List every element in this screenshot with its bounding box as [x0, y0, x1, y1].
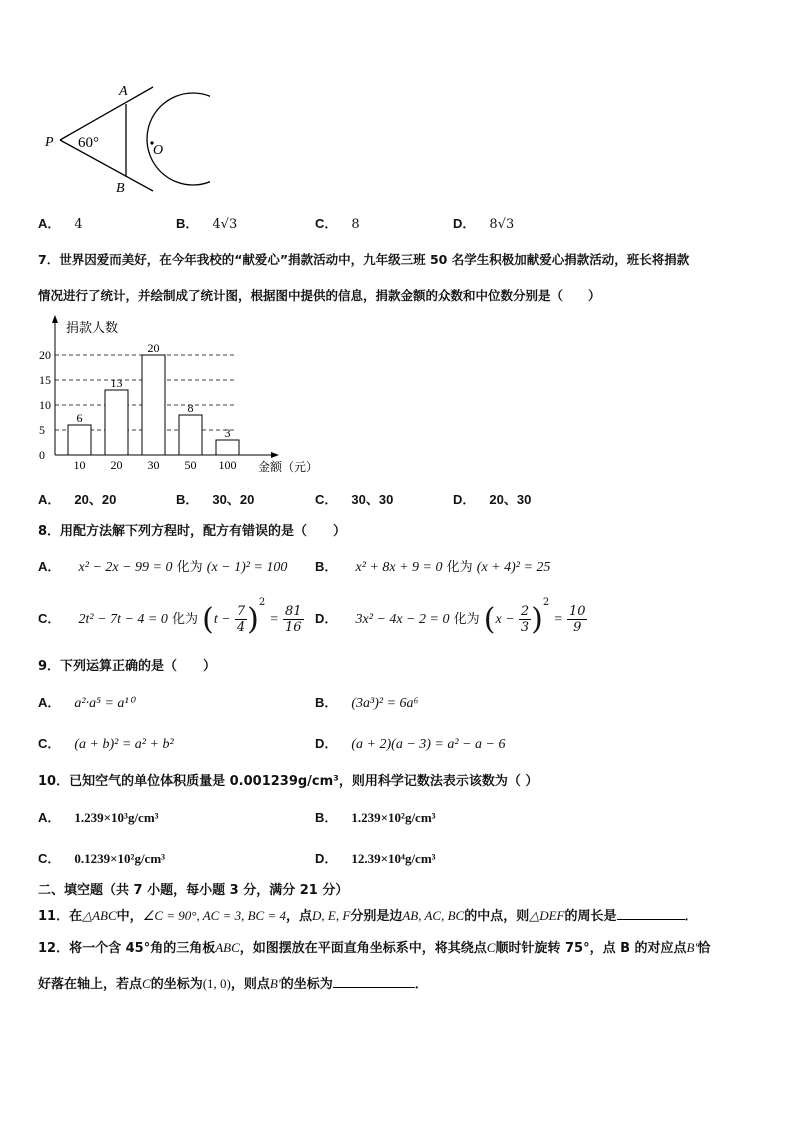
option-letter: D． — [315, 611, 338, 626]
x-tick-label: 30 — [147, 458, 160, 472]
q9-option-b[interactable] — [315, 692, 418, 712]
label-o: O — [153, 143, 164, 158]
tangent-pb — [60, 140, 153, 191]
q7-bar-chart — [30, 315, 330, 480]
option-letter: B． — [176, 492, 199, 507]
y-tick-label: 0 — [39, 448, 45, 462]
y-tick-label: 20 — [39, 348, 51, 362]
equation: 2t² − 7t − 4 = 0 — [78, 612, 168, 627]
fraction: $\frac{2}{3}$ — [520, 604, 530, 635]
binomial-left: x − — [495, 612, 515, 627]
q6-option-b[interactable] — [176, 213, 237, 232]
option-text: 20、20 — [74, 492, 117, 507]
q9-stem: 9．下列运算正确的是（ ） — [38, 659, 217, 674]
bar — [105, 390, 128, 455]
y-tick-label: 10 — [39, 398, 51, 412]
option-text: 1.239×10³g/cm³ — [74, 810, 159, 825]
option-letter: C． — [315, 216, 338, 231]
x-tick-label: 10 — [73, 458, 86, 472]
label-p: P — [45, 135, 54, 150]
sides: AB, AC, BC — [402, 908, 465, 923]
option-text: 30、20 — [212, 492, 255, 507]
result: (x + 4)² = 25 — [476, 560, 551, 575]
x-tick-label: 100 — [218, 458, 237, 472]
option-text: 20、30 — [489, 492, 532, 507]
q7-stem-line1: 7．世界因爱而美好，在今年我校的“献爱心”捐款活动中，九年级三班 50 名学生积极加献爱心捐款活动，班长将捐款 — [38, 252, 690, 267]
q10-stem: 10．已知空气的单位体积质量是 0.001239g/cm³，则用科学记数法表示该数为（ ） — [38, 774, 539, 789]
option-letter: B． — [176, 216, 199, 231]
option-text: 12.39×10⁴g/cm³ — [351, 851, 436, 866]
option-text: 8 — [351, 217, 360, 232]
q7-option-c[interactable] — [315, 489, 393, 508]
bar-value-label: 20 — [147, 341, 160, 355]
q6-option-d[interactable] — [453, 213, 514, 232]
option-text: 8√3 — [489, 217, 515, 232]
q7-stem-line2: 情况进行了统计，并绘制成了统计图，根据图中提供的信息，捐款金额的众数和中位数分别是（ ） — [38, 288, 601, 303]
transform-word: 化为 — [172, 612, 199, 627]
bar-value-label: 8 — [187, 401, 194, 415]
result-fraction: $\frac{10}{9}$ — [568, 604, 586, 635]
q11-stem: 11．在△ABC中，∠C = 90°, AC = 3, BC = 4，点D, E, F分别是边AB, AC, BC的中点，则△DEF的周长是 ． — [38, 908, 698, 924]
option-letter: D． — [453, 216, 476, 231]
y-tick-label: 5 — [39, 423, 45, 437]
result-fraction: $\frac{81}{16}$ — [284, 604, 302, 635]
q8-option-d[interactable]: D． 3x² − 4x − 2 = 0 化为 (x − $\frac{2}{3}$ )$^2$ = $\frac{10}{9}$ — [315, 597, 586, 637]
chart-xlabel: 金额（元） — [258, 460, 319, 474]
option-letter: D． — [453, 492, 476, 507]
angle-label: 60° — [78, 135, 99, 151]
option-letter: C． — [38, 736, 61, 751]
q8-option-a[interactable] — [38, 556, 287, 576]
chart-ylabel: 捐款人数 — [66, 320, 119, 335]
y-tick-label: 15 — [39, 373, 51, 387]
bar — [68, 425, 91, 455]
option-letter: A． — [38, 559, 61, 574]
option-letter: B． — [315, 810, 338, 825]
q8-option-b[interactable] — [315, 556, 550, 576]
q12-stem-line2: 好落在轴上，若点C的坐标为(1, 0)，则点B′的坐标为 ． — [38, 976, 428, 992]
q7-option-b[interactable] — [176, 489, 254, 508]
option-text: 30、30 — [351, 492, 394, 507]
transform-word: 化为 — [453, 612, 480, 627]
label-a: A — [119, 84, 128, 99]
bar — [216, 440, 239, 455]
q8-option-c[interactable]: C． 2t² − 7t − 4 = 0 化为 (t − $\frac{7}{4}$ )$^2$ = $\frac{81}{16}$ — [38, 597, 302, 637]
points-def: D, E, F — [312, 908, 351, 923]
option-letter: C． — [38, 611, 61, 626]
conditions: ∠C = 90°, AC = 3, BC = 4 — [142, 908, 287, 923]
transform-word: 化为 — [176, 560, 203, 575]
q10-option-a[interactable] — [38, 807, 159, 826]
bar-value-label: 3 — [224, 426, 231, 440]
bar — [179, 415, 202, 455]
equation: x² + 8x + 9 = 0 — [355, 560, 443, 575]
label-b: B — [116, 181, 125, 196]
q7-option-a[interactable] — [38, 489, 116, 508]
option-text: 1.239×10²g/cm³ — [351, 810, 436, 825]
q10-option-b[interactable] — [315, 807, 436, 826]
x-tick-label: 20 — [110, 458, 123, 472]
q9-option-c[interactable] — [38, 733, 174, 753]
q6-option-a[interactable] — [38, 213, 83, 232]
q7-option-d[interactable] — [453, 489, 531, 508]
option-letter: D． — [315, 851, 338, 866]
fraction: $\frac{7}{4}$ — [236, 604, 246, 635]
bar — [142, 355, 165, 455]
section-heading: 二、填空题（共 7 小题，每小题 3 分，满分 21 分） — [38, 883, 349, 898]
option-letter: B． — [315, 695, 338, 710]
option-text: 4√3 — [212, 217, 238, 232]
tangent-pa — [60, 87, 153, 140]
q10-option-c[interactable] — [38, 848, 165, 867]
option-text: (a + b)² = a² + b² — [74, 737, 174, 752]
option-letter: C． — [38, 851, 61, 866]
equation: 3x² − 4x − 2 = 0 — [355, 612, 450, 627]
answer-blank[interactable] — [617, 919, 685, 920]
bar-value-label: 6 — [76, 411, 83, 425]
option-text: 4 — [74, 217, 83, 232]
triangle-def: △DEF — [529, 908, 565, 923]
x-tick-label: 50 — [184, 458, 197, 472]
circle-o — [147, 93, 210, 185]
answer-blank[interactable] — [333, 987, 415, 988]
q10-option-d[interactable] — [315, 848, 436, 867]
option-letter: A． — [38, 810, 61, 825]
x-axis-arrow — [271, 452, 279, 458]
option-letter: A． — [38, 492, 61, 507]
option-letter: A． — [38, 216, 61, 231]
option-letter: D． — [315, 736, 338, 751]
q9-option-a[interactable] — [38, 692, 134, 712]
y-axis-arrow — [52, 315, 58, 323]
option-text: a²·a⁵ = a¹⁰ — [74, 696, 135, 711]
q9-option-d[interactable] — [315, 733, 505, 753]
option-letter: B． — [315, 559, 338, 574]
result: (x − 1)² = 100 — [206, 560, 288, 575]
binomial-left: t − — [213, 612, 231, 627]
q6-option-c[interactable] — [315, 213, 360, 232]
equation: x² − 2x − 99 = 0 — [78, 560, 173, 575]
q12-stem-line1: 12．将一个含 45°角的三角板ABC，如图摆放在平面直角坐标系中，将其绕点C顺时针旋转 75°，点 B 的对应点B′恰 — [38, 940, 711, 956]
q8-stem: 8．用配方法解下列方程时，配方有错误的是（ ） — [38, 524, 347, 539]
option-text: 0.1239×10²g/cm³ — [74, 851, 166, 866]
option-letter: A． — [38, 695, 61, 710]
q6-circle-tangent-figure — [40, 80, 210, 200]
option-text: (3a³)² = 6a⁶ — [351, 696, 419, 711]
option-letter: C． — [315, 492, 338, 507]
bar-value-label: 13 — [110, 376, 123, 390]
option-text: (a + 2)(a − 3) = a² − a − 6 — [351, 737, 506, 752]
transform-word: 化为 — [446, 560, 473, 575]
triangle-abc: △ABC — [82, 908, 117, 923]
